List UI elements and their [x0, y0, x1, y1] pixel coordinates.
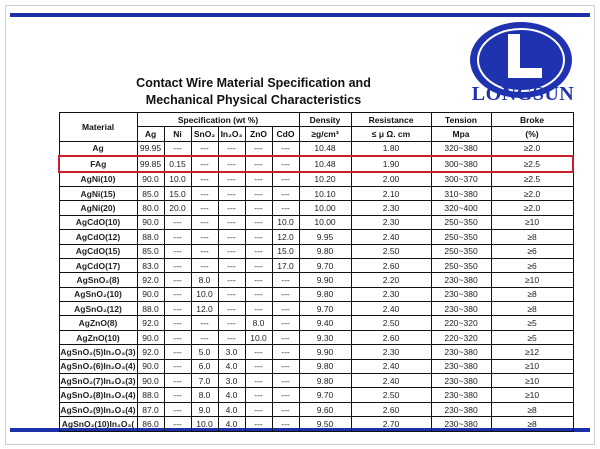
cell-ag: 87.0 [137, 402, 164, 416]
cell-material: AgCdO(15) [59, 244, 137, 258]
cell-density: 9.70 [299, 258, 351, 272]
resistance-unit: ≤ μ Ω. cm [351, 127, 431, 141]
cell-sno2: 6.0 [191, 359, 218, 373]
cell-broke: ≥10 [491, 215, 573, 229]
cell-density: 9.90 [299, 345, 351, 359]
broke-header: Broke [491, 113, 573, 127]
cell-material: AgZnO(8) [59, 316, 137, 330]
cell-ni: --- [164, 287, 191, 301]
table-row [59, 244, 573, 258]
cell-material: AgSnO₂(8) [59, 273, 137, 287]
table-row [59, 215, 573, 229]
cell-sno2: --- [191, 186, 218, 200]
cell-broke: ≥8 [491, 417, 573, 431]
cell-material: AgSnO₂(10) [59, 287, 137, 301]
table-row [59, 230, 573, 244]
cell-resistance: 2.60 [351, 330, 431, 344]
cell-ag: 88.0 [137, 388, 164, 402]
cell-resistance: 2.60 [351, 258, 431, 272]
table-row [59, 186, 573, 200]
cell-density: 10.48 [299, 156, 351, 171]
cell-material: AgNi(10) [59, 172, 137, 187]
cell-tension: 300~370 [431, 172, 491, 187]
cell-sno2: 12.0 [191, 302, 218, 316]
cell-cdo: --- [272, 330, 299, 344]
cell-zno: --- [245, 215, 272, 229]
cell-tension: 230~380 [431, 359, 491, 373]
cell-resistance: 1.80 [351, 141, 431, 156]
cell-density: 10.10 [299, 186, 351, 200]
cell-in2o3: --- [218, 172, 245, 187]
cell-in2o3: 4.0 [218, 402, 245, 416]
cell-zno: --- [245, 258, 272, 272]
cell-density: 9.30 [299, 330, 351, 344]
cell-broke: ≥6 [491, 258, 573, 272]
table-row [59, 172, 573, 187]
cell-ni: --- [164, 244, 191, 258]
cell-ni: --- [164, 215, 191, 229]
cell-zno: --- [245, 302, 272, 316]
cell-ag: 86.0 [137, 417, 164, 431]
cell-cdo: --- [272, 402, 299, 416]
page-title [58, 75, 449, 111]
cell-tension: 220~320 [431, 330, 491, 344]
cell-sno2: --- [191, 330, 218, 344]
cell-broke: ≥2.0 [491, 186, 573, 200]
cell-material: AgCdO(10) [59, 215, 137, 229]
cell-resistance: 2.30 [351, 215, 431, 229]
cell-cdo: --- [272, 316, 299, 330]
cell-ni: --- [164, 417, 191, 431]
cell-zno: --- [245, 156, 272, 171]
cell-in2o3: --- [218, 330, 245, 344]
cell-ag: 90.0 [137, 374, 164, 388]
cell-sno2: 7.0 [191, 374, 218, 388]
cell-broke: ≥8 [491, 230, 573, 244]
cell-cdo: --- [272, 273, 299, 287]
cell-tension: 300~380 [431, 156, 491, 171]
cell-ni: --- [164, 388, 191, 402]
cell-zno: --- [245, 201, 272, 215]
cell-density: 9.90 [299, 273, 351, 287]
cell-broke: ≥5 [491, 330, 573, 344]
col-zno: ZnO [245, 127, 272, 141]
cell-zno: --- [245, 244, 272, 258]
cell-tension: 320~380 [431, 141, 491, 156]
cell-tension: 230~380 [431, 388, 491, 402]
cell-ag: 90.0 [137, 287, 164, 301]
top-accent-bar [10, 13, 590, 17]
table-row [59, 273, 573, 287]
cell-resistance: 2.30 [351, 287, 431, 301]
cell-cdo: --- [272, 302, 299, 316]
cell-density: 9.60 [299, 402, 351, 416]
cell-density: 9.80 [299, 287, 351, 301]
cell-resistance: 2.60 [351, 402, 431, 416]
cell-in2o3: --- [218, 273, 245, 287]
table-row [59, 287, 573, 301]
cell-sno2: --- [191, 244, 218, 258]
table-row [59, 141, 573, 156]
cell-resistance: 2.50 [351, 316, 431, 330]
cell-in2o3: --- [218, 141, 245, 156]
cell-ni: 20.0 [164, 201, 191, 215]
density-unit: ≥g/cm³ [299, 127, 351, 141]
cell-density: 9.80 [299, 244, 351, 258]
cell-tension: 230~380 [431, 417, 491, 431]
cell-ag: 92.0 [137, 316, 164, 330]
table-row [59, 156, 573, 171]
cell-material: AgZnO(10) [59, 330, 137, 344]
cell-density: 9.95 [299, 230, 351, 244]
cell-material: AgCdO(12) [59, 230, 137, 244]
cell-broke: ≥10 [491, 273, 573, 287]
table-row [59, 374, 573, 388]
cell-density: 9.70 [299, 302, 351, 316]
title-line-2: Mechanical Physical Characteristics [145, 93, 362, 107]
cell-resistance: 2.10 [351, 186, 431, 200]
cell-zno: --- [245, 359, 272, 373]
cell-ni: --- [164, 359, 191, 373]
cell-sno2: 10.0 [191, 417, 218, 431]
cell-ni: --- [164, 230, 191, 244]
cell-in2o3: 4.0 [218, 359, 245, 373]
cell-broke: ≥8 [491, 302, 573, 316]
cell-ag: 90.0 [137, 215, 164, 229]
cell-ni: --- [164, 330, 191, 344]
cell-ni: --- [164, 402, 191, 416]
table-row [59, 330, 573, 344]
cell-tension: 230~380 [431, 402, 491, 416]
cell-in2o3: 3.0 [218, 345, 245, 359]
cell-sno2: 8.0 [191, 388, 218, 402]
cell-ag: 85.0 [137, 186, 164, 200]
cell-zno: --- [245, 374, 272, 388]
cell-zno: --- [245, 388, 272, 402]
cell-zno: --- [245, 172, 272, 187]
cell-broke: ≥10 [491, 388, 573, 402]
cell-broke: ≥6 [491, 244, 573, 258]
cell-sno2: 8.0 [191, 273, 218, 287]
col-ag: Ag [137, 127, 164, 141]
cell-resistance: 2.40 [351, 230, 431, 244]
brand-name: LONGSUN [471, 83, 575, 105]
table-row [59, 302, 573, 316]
cell-zno: --- [245, 345, 272, 359]
table-row [59, 258, 573, 272]
tension-header: Tension [431, 113, 491, 127]
cell-zno: --- [245, 230, 272, 244]
cell-resistance: 2.40 [351, 374, 431, 388]
cell-tension: 250~350 [431, 230, 491, 244]
cell-sno2: --- [191, 156, 218, 171]
cell-zno: --- [245, 186, 272, 200]
cell-in2o3: --- [218, 302, 245, 316]
cell-cdo: --- [272, 374, 299, 388]
cell-material: AgSnO₂(12) [59, 302, 137, 316]
table-row [59, 388, 573, 402]
cell-in2o3: --- [218, 244, 245, 258]
cell-ag: 88.0 [137, 230, 164, 244]
cell-tension: 230~380 [431, 273, 491, 287]
cell-ag: 92.0 [137, 273, 164, 287]
cell-ag: 85.0 [137, 244, 164, 258]
cell-zno: 10.0 [245, 330, 272, 344]
cell-zno: --- [245, 417, 272, 431]
cell-ni: --- [164, 273, 191, 287]
cell-ni: --- [164, 374, 191, 388]
col-cdo: CdO [272, 127, 299, 141]
cell-zno: --- [245, 402, 272, 416]
spec-table [58, 112, 574, 432]
cell-broke: ≥12 [491, 345, 573, 359]
cell-ni: 0.15 [164, 156, 191, 171]
cell-in2o3: --- [218, 287, 245, 301]
cell-sno2: --- [191, 316, 218, 330]
cell-zno: --- [245, 141, 272, 156]
col-ni: Ni [164, 127, 191, 141]
cell-in2o3: --- [218, 258, 245, 272]
cell-ag: 99.85 [137, 156, 164, 171]
cell-ag: 90.0 [137, 359, 164, 373]
cell-cdo: --- [272, 287, 299, 301]
cell-resistance: 2.70 [351, 417, 431, 431]
cell-sno2: --- [191, 230, 218, 244]
cell-ag: 90.0 [137, 172, 164, 187]
cell-zno: --- [245, 287, 272, 301]
title-line-1: Contact Wire Material Specification and [136, 76, 371, 90]
cell-material: AgSnO₂(6)In₂O₃(4) [59, 359, 137, 373]
cell-tension: 230~380 [431, 345, 491, 359]
cell-broke: ≥2.0 [491, 201, 573, 215]
cell-ag: 92.0 [137, 345, 164, 359]
cell-cdo: --- [272, 156, 299, 171]
cell-ni: --- [164, 302, 191, 316]
cell-density: 9.80 [299, 359, 351, 373]
col-in2o3: In₂O₃ [218, 127, 245, 141]
cell-tension: 250~350 [431, 244, 491, 258]
table-row [59, 201, 573, 215]
cell-material: AgSnO₂(10)In₂O₃( [59, 417, 137, 431]
col-sno2: SnO₂ [191, 127, 218, 141]
cell-cdo: --- [272, 359, 299, 373]
cell-in2o3: --- [218, 230, 245, 244]
cell-broke: ≥2.5 [491, 172, 573, 187]
resistance-header: Resistance [351, 113, 431, 127]
cell-tension: 250~350 [431, 258, 491, 272]
cell-material: AgSnO₂(5)In₂O₃(3) [59, 345, 137, 359]
cell-sno2: 5.0 [191, 345, 218, 359]
cell-resistance: 2.40 [351, 359, 431, 373]
cell-density: 10.48 [299, 141, 351, 156]
cell-tension: 320~400 [431, 201, 491, 215]
cell-cdo: 17.0 [272, 258, 299, 272]
cell-resistance: 2.20 [351, 273, 431, 287]
cell-density: 10.20 [299, 172, 351, 187]
cell-resistance: 2.30 [351, 345, 431, 359]
cell-in2o3: 4.0 [218, 388, 245, 402]
cell-in2o3: 3.0 [218, 374, 245, 388]
cell-resistance: 2.00 [351, 172, 431, 187]
cell-density: 9.70 [299, 388, 351, 402]
cell-sno2: --- [191, 141, 218, 156]
cell-material: FAg [59, 156, 137, 171]
cell-tension: 310~380 [431, 186, 491, 200]
cell-in2o3: 4.0 [218, 417, 245, 431]
cell-tension: 230~380 [431, 287, 491, 301]
cell-ag: 90.0 [137, 330, 164, 344]
cell-material: AgNi(15) [59, 186, 137, 200]
cell-material: AgSnO₂(7)In₂O₃(3) [59, 374, 137, 388]
cell-density: 9.50 [299, 417, 351, 431]
cell-tension: 250~350 [431, 215, 491, 229]
cell-in2o3: --- [218, 215, 245, 229]
cell-zno: 8.0 [245, 316, 272, 330]
cell-ag: 88.0 [137, 302, 164, 316]
tension-unit: Mpa [431, 127, 491, 141]
cell-broke: ≥2.0 [491, 141, 573, 156]
cell-cdo: 15.0 [272, 244, 299, 258]
cell-zno: --- [245, 273, 272, 287]
cell-ag: 80.0 [137, 201, 164, 215]
cell-density: 9.80 [299, 374, 351, 388]
spec-table-body [59, 141, 573, 431]
cell-sno2: --- [191, 215, 218, 229]
cell-broke: ≥5 [491, 316, 573, 330]
cell-density: 9.40 [299, 316, 351, 330]
table-row [59, 417, 573, 431]
cell-broke: ≥10 [491, 359, 573, 373]
cell-in2o3: --- [218, 316, 245, 330]
cell-broke: ≥8 [491, 287, 573, 301]
cell-ni: --- [164, 345, 191, 359]
cell-sno2: --- [191, 201, 218, 215]
cell-ag: 83.0 [137, 258, 164, 272]
cell-cdo: 10.0 [272, 215, 299, 229]
specification-header: Specification (wt %) [137, 113, 299, 127]
cell-cdo: --- [272, 141, 299, 156]
cell-ni: 10.0 [164, 172, 191, 187]
cell-ni: 15.0 [164, 186, 191, 200]
cell-material: AgSnO₂(9)In₂O₃(4) [59, 402, 137, 416]
cell-cdo: --- [272, 417, 299, 431]
cell-density: 10.00 [299, 215, 351, 229]
cell-tension: 230~380 [431, 374, 491, 388]
cell-in2o3: --- [218, 201, 245, 215]
cell-resistance: 2.50 [351, 244, 431, 258]
cell-resistance: 2.50 [351, 388, 431, 402]
material-header: Material [59, 113, 137, 142]
cell-broke: ≥10 [491, 374, 573, 388]
cell-cdo: --- [272, 388, 299, 402]
cell-broke: ≥2.5 [491, 156, 573, 171]
cell-sno2: 10.0 [191, 287, 218, 301]
cell-density: 10.00 [299, 201, 351, 215]
cell-material: AgCdO(17) [59, 258, 137, 272]
cell-cdo: --- [272, 172, 299, 187]
table-row [59, 316, 573, 330]
cell-ag: 99.95 [137, 141, 164, 156]
cell-in2o3: --- [218, 186, 245, 200]
table-row [59, 359, 573, 373]
cell-ni: --- [164, 258, 191, 272]
cell-sno2: --- [191, 258, 218, 272]
cell-ni: --- [164, 141, 191, 156]
cell-tension: 220~320 [431, 316, 491, 330]
cell-cdo: 12.0 [272, 230, 299, 244]
cell-sno2: 9.0 [191, 402, 218, 416]
cell-ni: --- [164, 316, 191, 330]
cell-resistance: 2.30 [351, 201, 431, 215]
table-row [59, 345, 573, 359]
cell-in2o3: --- [218, 156, 245, 171]
cell-material: AgNi(20) [59, 201, 137, 215]
cell-resistance: 1.90 [351, 156, 431, 171]
cell-material: AgSnO₂(8)In₂O₃(4) [59, 388, 137, 402]
cell-cdo: --- [272, 201, 299, 215]
cell-tension: 230~380 [431, 302, 491, 316]
broke-unit: (%) [491, 127, 573, 141]
table-row [59, 402, 573, 416]
cell-cdo: --- [272, 186, 299, 200]
cell-material: Ag [59, 141, 137, 156]
cell-resistance: 2.40 [351, 302, 431, 316]
cell-sno2: --- [191, 172, 218, 187]
cell-cdo: --- [272, 345, 299, 359]
density-header: Density [299, 113, 351, 127]
cell-broke: ≥8 [491, 402, 573, 416]
